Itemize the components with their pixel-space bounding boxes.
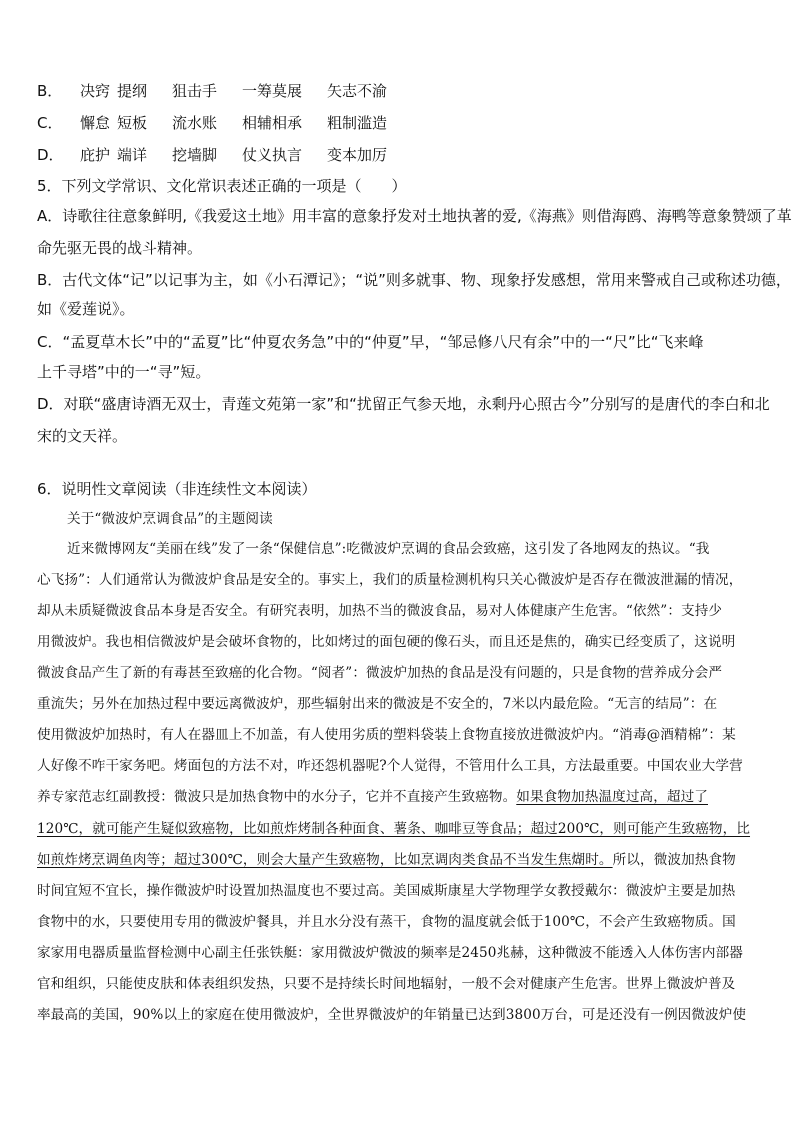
option-label: D． [37, 146, 64, 164]
option-word: 一筹莫展 [242, 82, 303, 100]
passage-line: 率最高的美国，90%以上的家庭在使用微波炉，全世界微波炉的年销量已达到3800万台，可是还没有一例因微波炉使 [37, 1007, 747, 1023]
option-word: 狙击手 [172, 82, 218, 100]
q5-line: C．“孟夏草木长”中的“孟夏”比“仲夏农务急”中的“仲夏”早，“邹忌修八尺有余”中的一“尺”比“飞来峰 [37, 333, 704, 351]
option-word: 流水账 [172, 114, 218, 132]
option-word: 短板 [117, 114, 148, 132]
option-word: 粗制滥造 [327, 114, 388, 132]
passage-line: 心飞扬”：人们通常认为微波炉食品是安全的。事实上，我们的质量检测机构只关心微波炉是否存在微波泄漏的情况， [37, 572, 743, 588]
option-word: 端详 [117, 146, 148, 164]
option-c-row [37, 113, 388, 133]
passage-line: 家家用电器质量监督检测中心副主任张铁艇：家用微波炉微波的频率是2450兆赫，这种微波不能透入人体伤害内部器 [37, 945, 743, 961]
q5-line: A．诗歌往往意象鲜明,《我爱这土地》用丰富的意象抒发对土地执著的爱,《海燕》则借海鸥、海鸭等意象赞颂了革 [37, 207, 792, 225]
question-5-stem: 5．下列文学常识、文化常识表述正确的一项是（ ） [37, 177, 407, 195]
passage-subtitle: 关于“微波炉烹调食品”的主题阅读 [67, 511, 273, 527]
q5-line: 上千寻塔”中的一“寻”短。 [37, 363, 211, 381]
passage-line: 用微波炉。我也相信微波炉是会破坏食物的，比如烤过的面包硬的像石头，而且还是焦的，确实已经变质了，这说明 [37, 634, 736, 650]
option-d-row [37, 145, 388, 165]
question-6-heading: 6．说明性文章阅读（非连续性文本阅读） [37, 480, 317, 498]
passage-line: 重流失；另外在加热过程中要远离微波炉，那些辐射出来的微波是不安全的，7米以内最危险。“无言的结局”：在 [37, 696, 718, 712]
passage-text: 养专家范志红副教授：微波只是加热食物中的水分子，它并不直接产生致癌物。 [37, 789, 517, 805]
option-word: 提纲 [117, 82, 148, 100]
underlined-text: 如煎炸烤烹调鱼肉等；超过300℃，则会大量产生致癌物，比如烹调肉类食品不当发生焦煳时。 [37, 852, 613, 868]
q5-line: 命先驱无畏的战斗精神。 [37, 239, 203, 257]
passage-line [37, 850, 757, 870]
option-word: 懈怠 [80, 114, 111, 132]
option-label: C． [37, 114, 63, 132]
option-b-row [37, 81, 388, 101]
option-label: B． [37, 82, 63, 100]
underlined-text: 如果食物加热温度过高，超过了 [516, 789, 708, 805]
passage-line [37, 787, 757, 807]
q5-line: 如《爱莲说》。 [37, 300, 135, 318]
option-word: 相辅相承 [242, 114, 303, 132]
passage-line: 使用微波炉加热时，有人在器皿上不加盖，有人使用劣质的塑料袋装上食物直接放进微波炉内。“消毒@酒精棉”：某 [37, 727, 736, 743]
option-word: 决窍 [80, 82, 111, 100]
q5-line: 宋的文天祥。 [37, 427, 128, 445]
passage-line: 时间宜短不宜长，操作微波炉时设置加热温度也不要过高。美国威斯康星大学物理学女教授戴尔：微波炉主要是加热 [37, 883, 736, 899]
option-word: 变本加厉 [327, 146, 388, 164]
passage-line: 却从未质疑微波食品本身是否安全。有研究表明，加热不当的微波食品，易对人体健康产生危害。“依然”：支持少 [37, 603, 723, 619]
passage-line: 官和组织，只能使皮肤和体表组织发热，只要不是持续长时间地辐射，一般不会对健康产生危害。世界上微波炉普及 [37, 976, 736, 992]
underlined-passage-line: 120℃，就可能产生疑似致癌物，比如煎炸烤制各种面食、薯条、咖啡豆等食品；超过200℃，则可能产生致癌物，比 [37, 821, 751, 837]
option-word: 仗义执言 [242, 146, 303, 164]
option-word: 挖墙脚 [172, 146, 218, 164]
passage-line: 人好像不咋干家务吧。烤面包的方法不对，咋还怨机器呢?个人觉得，不管用什么工具，方法最重要。中国农业大学营 [37, 758, 743, 774]
passage-line: 微波食品产生了新的有毒甚至致癌的化合物。“阅者”：微波炉加热的食品是没有问题的，只是食物的营养成分会严 [37, 665, 723, 681]
passage-line: 近来微博网友“美丽在线”发了一条“保健信息”:吃微波炉烹调的食品会致癌，这引发了各地网友的热议。“我 [67, 541, 710, 557]
passage-text: 所以，微波加热食物 [612, 852, 736, 868]
q5-line: D．对联“盛唐诗酒无双士，青莲文苑第一家”和“扰留正气参天地，永剩丹心照古今”分别写的是唐代的李白和北 [37, 395, 770, 413]
option-word: 庇护 [80, 146, 111, 164]
option-word: 矢志不渝 [327, 82, 388, 100]
q5-line: B．古代文体“记”以记事为主，如《小石潭记》；“说”则多就事、物、现象抒发感想，常用来警戒自己或称述功德， [37, 271, 791, 289]
passage-line: 食物中的水，只要使用专用的微波炉餐具，并且水分没有蒸干，食物的温度就会低于100℃，不会产生致癌物质。国 [37, 914, 736, 930]
